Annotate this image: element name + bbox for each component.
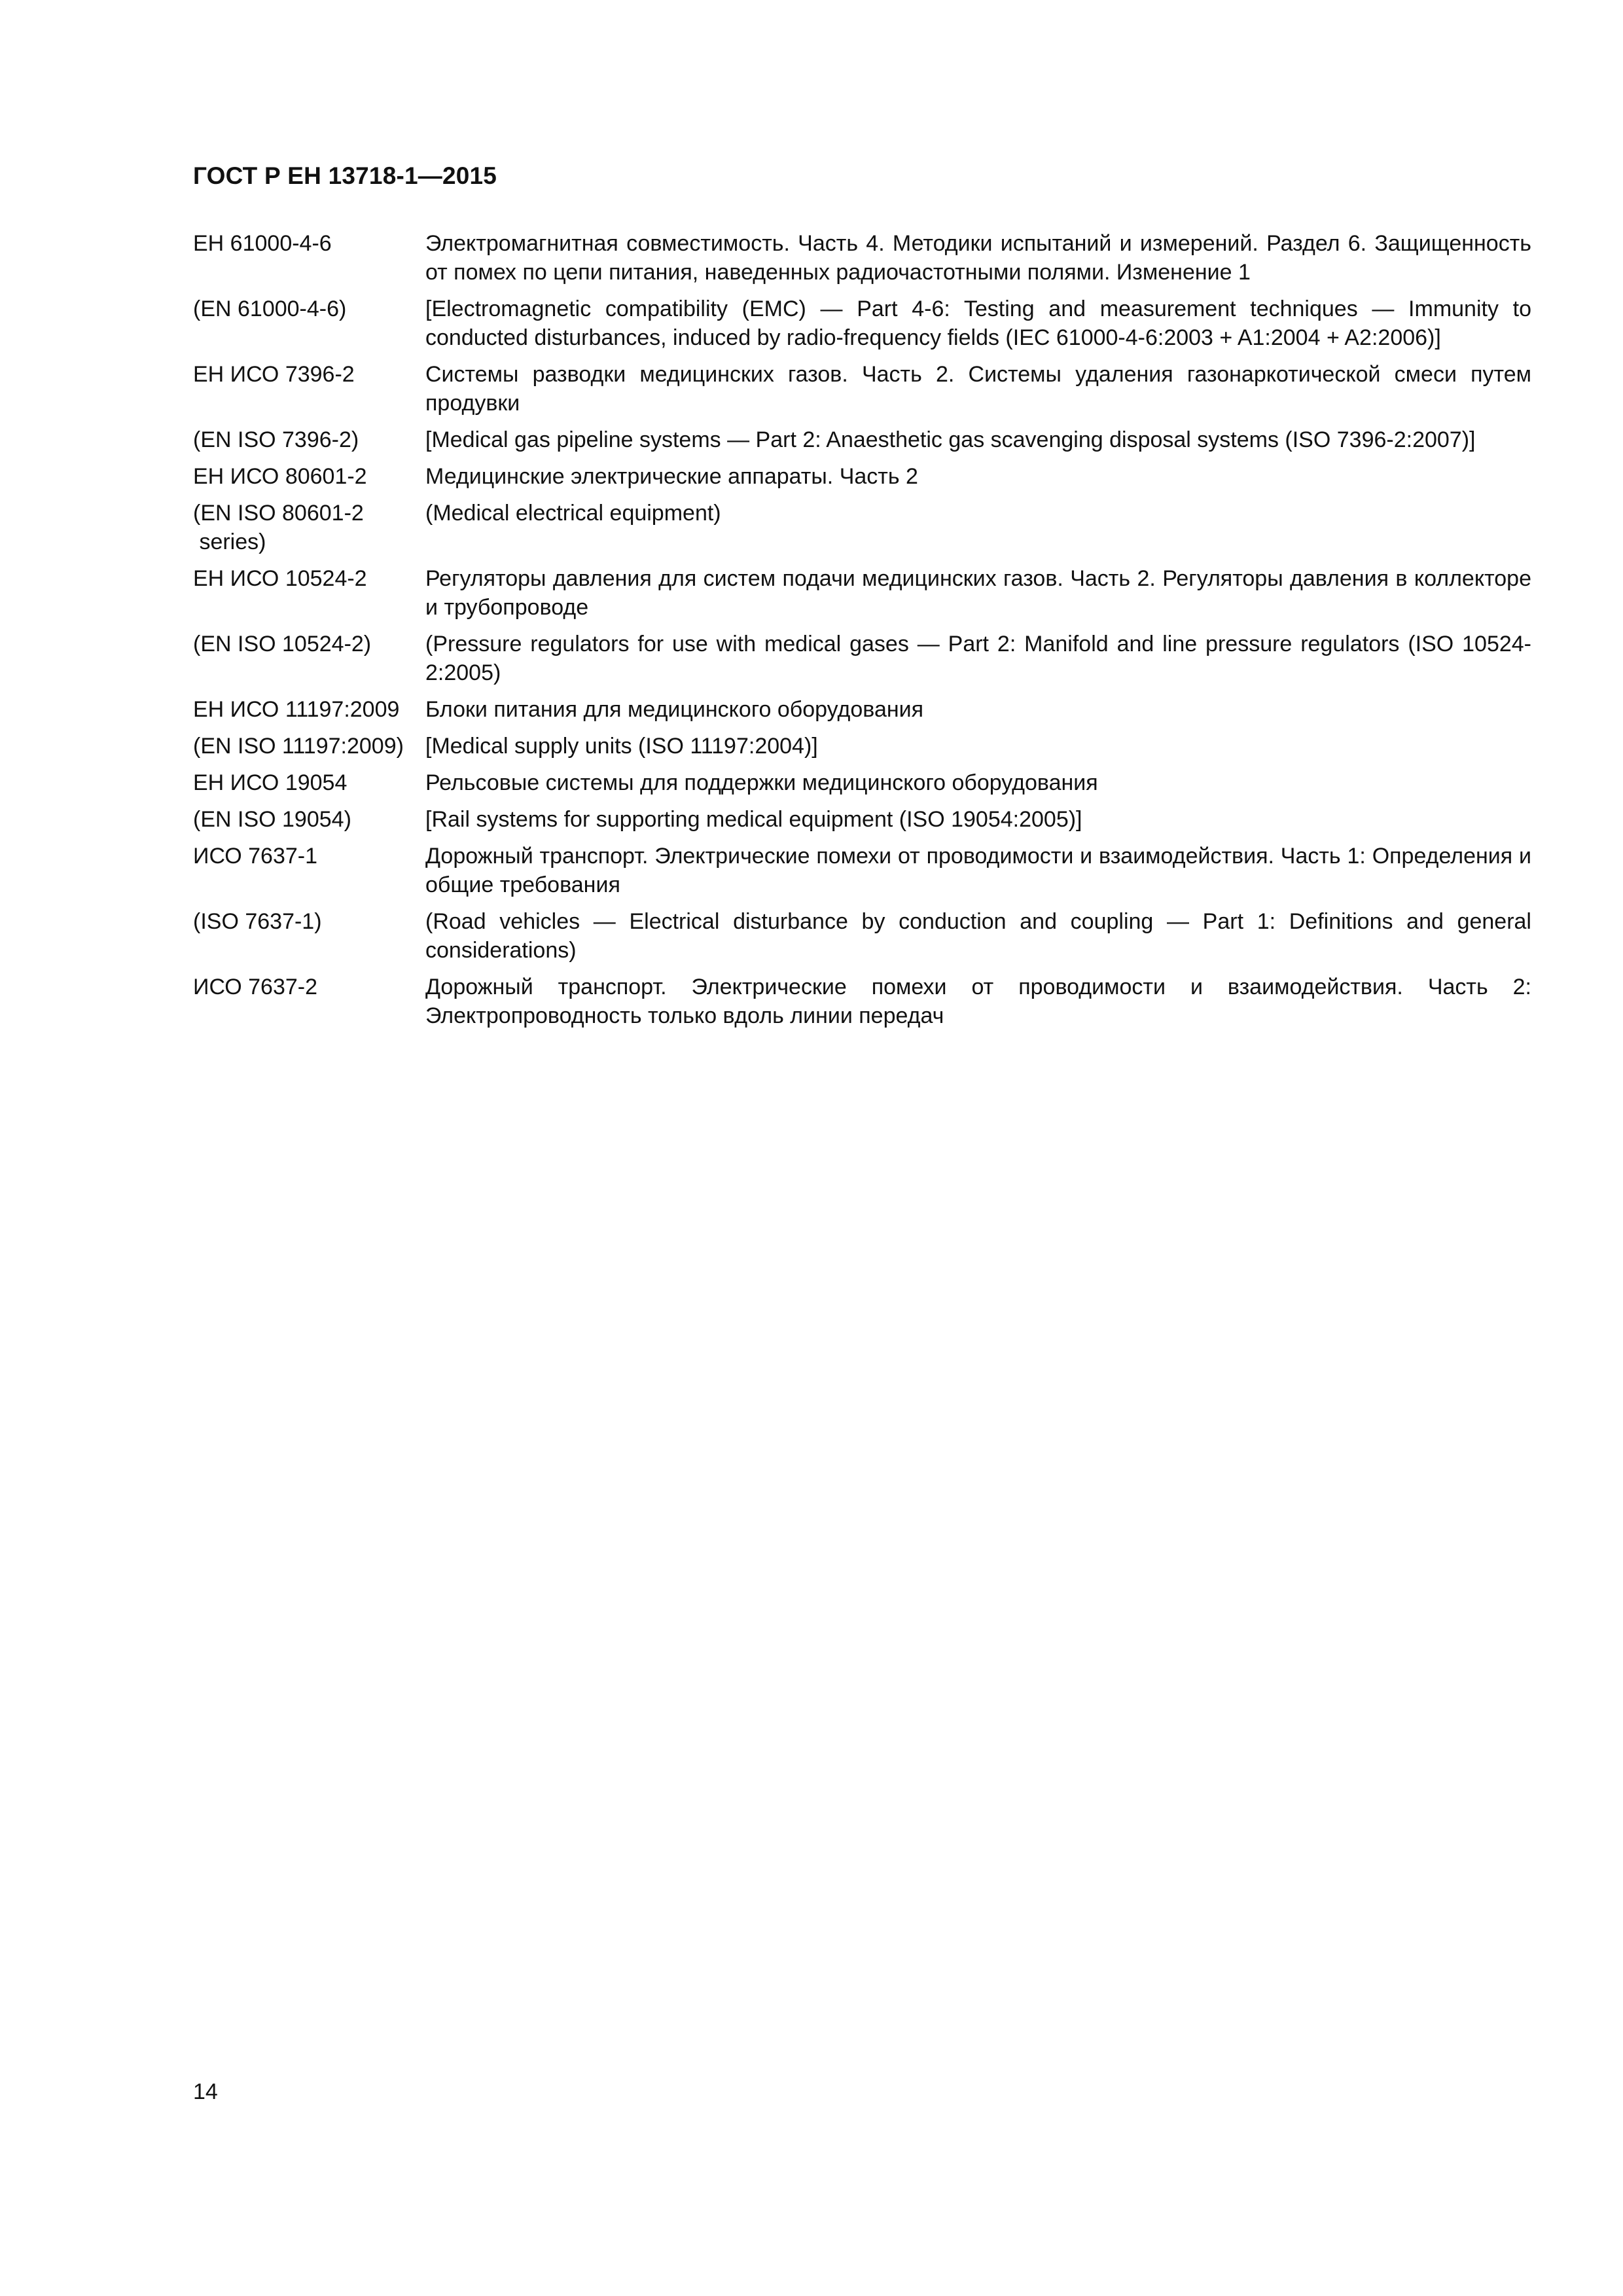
reference-code: ЕН ИСО 11197:2009: [193, 697, 400, 722]
reference-title: [Medical gas pipeline systems — Part 2: Anaesthetic gas scavenging disposal systems (ISO 7396-2:2007)]: [425, 427, 1476, 452]
reference-row: [193, 564, 1531, 622]
reference-title: Регуляторы давления для систем подачи медицинских газов. Часть 2. Регуляторы давления в коллекторе и трубопроводе: [425, 566, 1531, 620]
reference-code: ЕН 61000-4-6: [193, 231, 332, 256]
reference-code: (EN ISO 10524-2): [193, 632, 372, 656]
reference-row: [193, 973, 1531, 1030]
reference-row: [193, 630, 1531, 687]
reference-row: [193, 768, 1531, 797]
page-number: 14: [193, 2079, 218, 2104]
reference-code: ЕН ИСО 80601-2: [193, 464, 367, 489]
reference-title: Блоки питания для медицинского оборудования: [425, 697, 924, 722]
reference-title: Медицинские электрические аппараты. Часть 2: [425, 464, 918, 489]
reference-code: (EN ISO 80601-2 series): [193, 501, 364, 554]
reference-code: (EN ISO 19054): [193, 807, 351, 832]
reference-code: (EN ISO 11197:2009): [193, 734, 404, 759]
reference-row: [193, 695, 1531, 724]
reference-title: Дорожный транспорт. Электрические помехи от проводимости и взаимодействия. Часть 2: Электропроводность только вдоль линии передач: [425, 975, 1531, 1028]
reference-code: ИСО 7637-2: [193, 975, 318, 999]
reference-code: (EN 61000-4-6): [193, 296, 347, 321]
reference-title: [Medical supply units (ISO 11197:2004)]: [425, 734, 818, 759]
reference-row: [193, 229, 1531, 287]
reference-code: ИСО 7637-1: [193, 844, 318, 869]
reference-code: ЕН ИСО 10524-2: [193, 566, 367, 591]
reference-title: Системы разводки медицинских газов. Часть 2. Системы удаления газонаркотической смеси путем продувки: [425, 362, 1531, 416]
reference-title: [Electromagnetic compatibility (EMC) — Part 4-6: Testing and measurement techniques — Immunity to conducted disturbances, induced by radio-frequency fields (IEC 61000-4-6:2003 + A1:2004 + A2:2006)]: [425, 296, 1531, 350]
reference-title: Рельсовые системы для поддержки медицинского оборудования: [425, 770, 1098, 795]
reference-code: ЕН ИСО 7396-2: [193, 362, 355, 387]
reference-row: [193, 732, 1531, 761]
reference-code: (ISO 7637-1): [193, 909, 322, 934]
reference-title: Электромагнитная совместимость. Часть 4. Методики испытаний и измерений. Раздел 6. Защищенность от помех по цепи питания, наведенных радиочастотными полями. Изменение 1: [425, 231, 1531, 285]
reference-row: [193, 462, 1531, 491]
reference-row: [193, 842, 1531, 899]
reference-code: ЕН ИСО 19054: [193, 770, 348, 795]
normative-references-table: [193, 229, 1531, 1038]
reference-row: [193, 425, 1531, 454]
reference-code: (EN ISO 7396-2): [193, 427, 359, 452]
reference-title: (Pressure regulators for use with medical gases — Part 2: Manifold and line pressure regulators (ISO 10524-2:2005): [425, 632, 1531, 685]
reference-title: [Rail systems for supporting medical equipment (ISO 19054:2005)]: [425, 807, 1082, 832]
reference-row: [193, 499, 1531, 556]
reference-row: [193, 295, 1531, 352]
reference-row: [193, 907, 1531, 965]
reference-row: [193, 360, 1531, 418]
reference-title: (Road vehicles — Electrical disturbance by conduction and coupling — Part 1: Definitions and general considerations): [425, 909, 1531, 963]
reference-title: Дорожный транспорт. Электрические помехи от проводимости и взаимодействия. Часть 1: Определения и общие требования: [425, 844, 1531, 897]
reference-title: (Medical electrical equipment): [425, 501, 721, 526]
document-header: ГОСТ Р ЕН 13718-1—2015: [193, 162, 497, 189]
reference-row: [193, 805, 1531, 834]
